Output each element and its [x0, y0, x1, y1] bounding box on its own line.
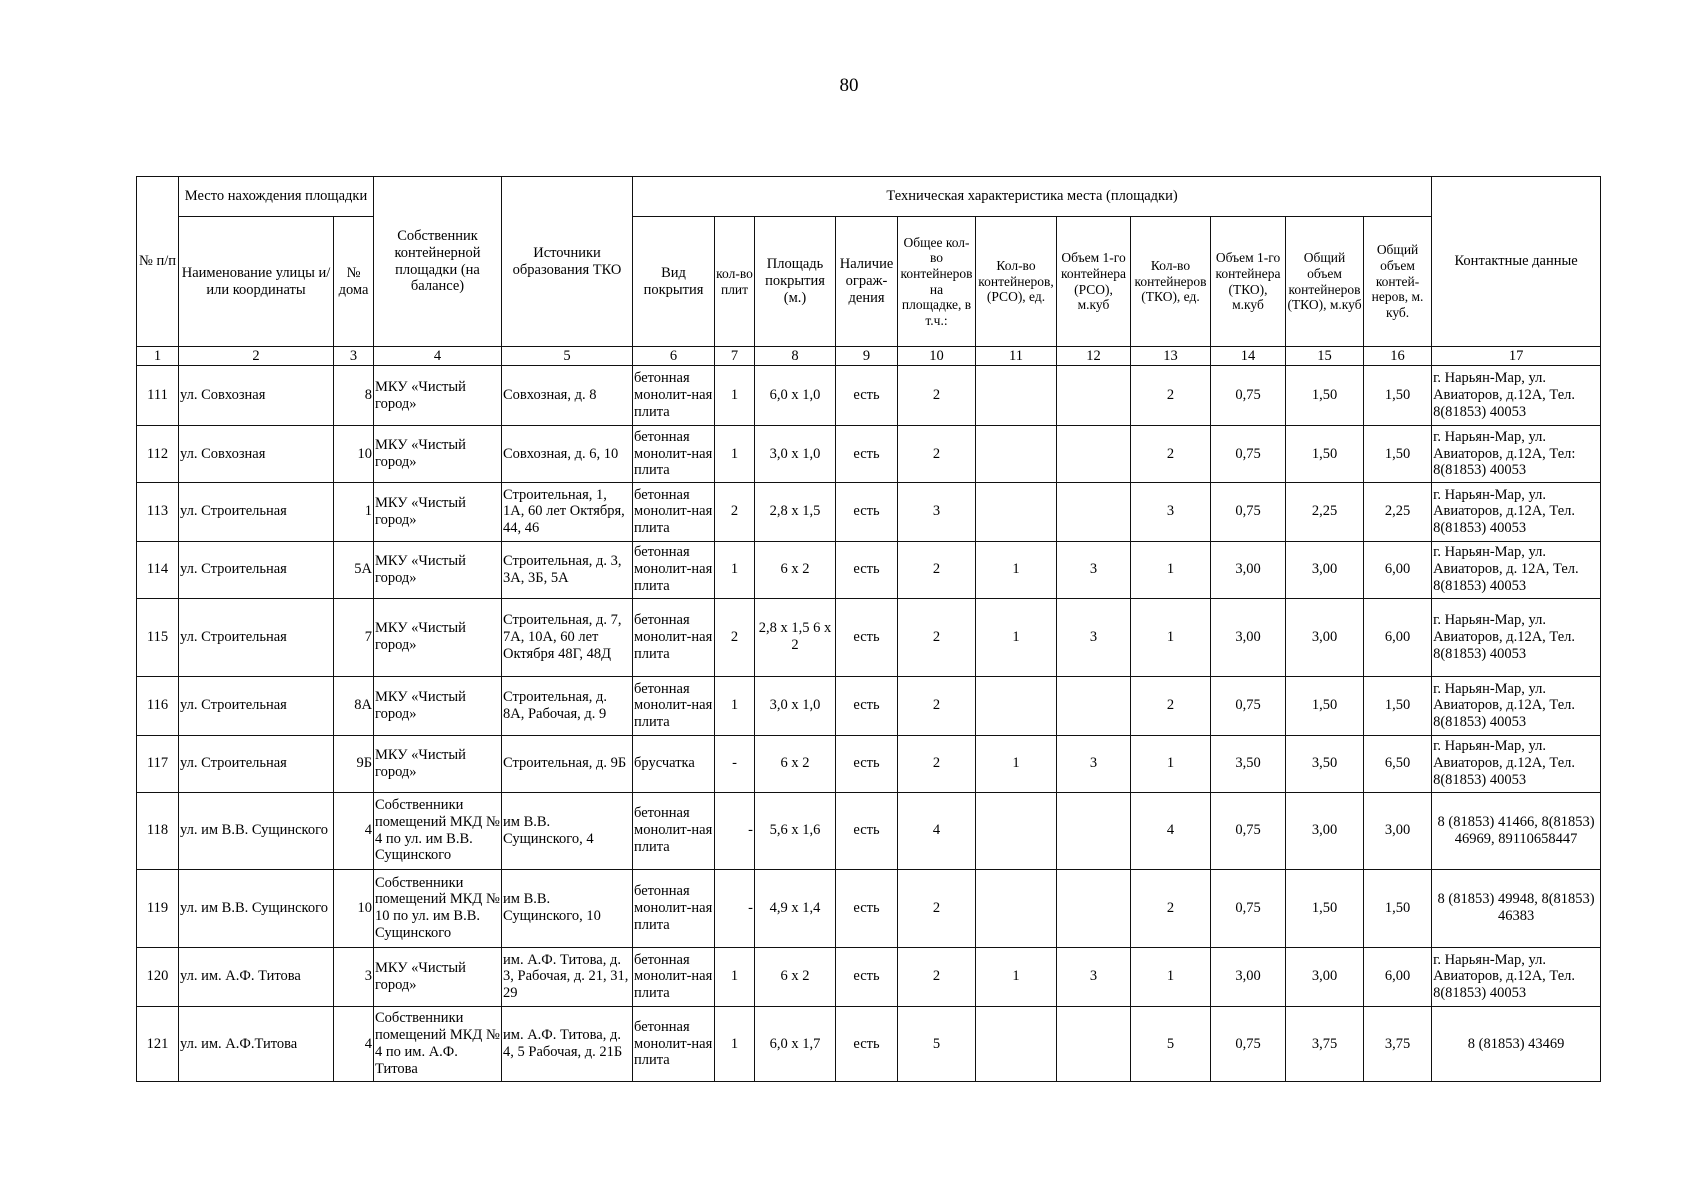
fence: есть [836, 947, 898, 1006]
tko-count: 1 [1131, 735, 1211, 792]
fence: есть [836, 426, 898, 483]
tko-volume: 3,50 [1211, 735, 1286, 792]
tko-count: 1 [1131, 541, 1211, 598]
header-sources: Источники образования ТКО [502, 177, 633, 347]
total-containers: 2 [898, 366, 976, 426]
tko-count: 2 [1131, 426, 1211, 483]
column-number: 4 [374, 347, 502, 366]
header-street: Наименование улицы и/или координаты [179, 217, 334, 347]
table-row [137, 869, 1601, 947]
waste-sources: Строительная, д. 7, 7А, 10А, 60 лет Октября 48Г, 48Д [502, 598, 633, 676]
column-number: 8 [755, 347, 836, 366]
slab-count: 1 [715, 1006, 755, 1081]
table-row [137, 1006, 1601, 1081]
page-number: 80 [839, 75, 859, 96]
tko-total-volume: 1,50 [1286, 426, 1364, 483]
slab-count: - [715, 792, 755, 869]
header-slabs: кол-во плит [715, 217, 755, 347]
rso-volume [1057, 426, 1131, 483]
street-name: ул. им. А.Ф.Титова [179, 1006, 334, 1081]
tko-total-volume: 3,00 [1286, 598, 1364, 676]
header-contacts: Контактные данные [1432, 177, 1601, 347]
total-volume: 6,00 [1364, 541, 1432, 598]
row-number: 121 [137, 1006, 179, 1081]
tko-total-volume: 3,50 [1286, 735, 1364, 792]
cover-area: 6 х 2 [755, 947, 836, 1006]
rso-volume [1057, 1006, 1131, 1081]
column-number-row [137, 347, 1601, 366]
fence: есть [836, 366, 898, 426]
owner: МКУ «Чистый город» [374, 482, 502, 541]
table-row [137, 735, 1601, 792]
slab-count: 1 [715, 366, 755, 426]
slab-count: 1 [715, 541, 755, 598]
column-number: 12 [1057, 347, 1131, 366]
contacts: г. Нарьян-Мар, ул. Авиаторов, д.12А, Тел. 8(81853) 40053 [1432, 366, 1601, 426]
fence: есть [836, 598, 898, 676]
total-containers: 3 [898, 482, 976, 541]
cover-type: брусчатка [633, 735, 715, 792]
table-body [137, 366, 1601, 1082]
table-row [137, 482, 1601, 541]
fence: есть [836, 792, 898, 869]
row-number: 112 [137, 426, 179, 483]
house-number: 8 [334, 366, 374, 426]
table-row [137, 366, 1601, 426]
waste-sources: Совхозная, д. 8 [502, 366, 633, 426]
total-containers: 4 [898, 792, 976, 869]
rso-count [976, 792, 1057, 869]
house-number: 10 [334, 426, 374, 483]
contacts: г. Нарьян-Мар, ул. Авиаторов, д. 12А, Тел. 8(81853) 40053 [1432, 541, 1601, 598]
total-volume: 6,50 [1364, 735, 1432, 792]
column-number: 7 [715, 347, 755, 366]
cover-area: 6,0 х 1,0 [755, 366, 836, 426]
total-containers: 2 [898, 869, 976, 947]
tko-total-volume: 1,50 [1286, 366, 1364, 426]
street-name: ул. Совхозная [179, 426, 334, 483]
rso-count [976, 869, 1057, 947]
owner: Собственники помещений МКД № 10 по ул. им В.В. Сущинского [374, 869, 502, 947]
fence: есть [836, 676, 898, 735]
total-volume: 2,25 [1364, 482, 1432, 541]
street-name: ул. им В.В. Сущинского [179, 869, 334, 947]
house-number: 5А [334, 541, 374, 598]
total-containers: 2 [898, 947, 976, 1006]
column-number: 5 [502, 347, 633, 366]
header-total-containers: Общее кол-во контейнеров на площадке, в т.ч.: [898, 217, 976, 347]
waste-sources: Строительная, 1, 1А, 60 лет Октября, 44, 46 [502, 482, 633, 541]
contacts: 8 (81853) 41466, 8(81853) 46969, 89110658447 [1432, 792, 1601, 869]
owner: МКУ «Чистый город» [374, 366, 502, 426]
slab-count: 2 [715, 482, 755, 541]
column-number: 6 [633, 347, 715, 366]
total-containers: 5 [898, 1006, 976, 1081]
rso-count: 1 [976, 947, 1057, 1006]
header-total-volume: Общий объем контей-неров, м. куб. [1364, 217, 1432, 347]
waste-sources: им. А.Ф. Титова, д. 4, 5 Рабочая, д. 21Б [502, 1006, 633, 1081]
waste-sources: Строительная, д. 3, 3А, 3Б, 5А [502, 541, 633, 598]
house-number: 10 [334, 869, 374, 947]
owner: МКУ «Чистый город» [374, 947, 502, 1006]
contacts: 8 (81853) 43469 [1432, 1006, 1601, 1081]
owner: МКУ «Чистый город» [374, 735, 502, 792]
header-tech-group: Техническая характеристика места (площадки) [633, 177, 1432, 217]
rso-volume: 3 [1057, 598, 1131, 676]
header-rso-count: Кол-во контейнеров, (РСО), ед. [976, 217, 1057, 347]
tko-volume: 3,00 [1211, 541, 1286, 598]
row-number: 113 [137, 482, 179, 541]
tko-count: 4 [1131, 792, 1211, 869]
cover-area: 3,0 х 1,0 [755, 676, 836, 735]
waste-sources: Строительная, д. 8А, Рабочая, д. 9 [502, 676, 633, 735]
house-number: 4 [334, 1006, 374, 1081]
street-name: ул. им. А.Ф. Титова [179, 947, 334, 1006]
cover-type: бетонная монолит-ная плита [633, 947, 715, 1006]
total-volume: 1,50 [1364, 869, 1432, 947]
rso-count [976, 426, 1057, 483]
tko-total-volume: 3,00 [1286, 947, 1364, 1006]
rso-volume [1057, 792, 1131, 869]
cover-area: 2,8 х 1,5 6 х 2 [755, 598, 836, 676]
contacts: г. Нарьян-Мар, ул. Авиаторов, д.12А, Тел: 8(81853) 40053 [1432, 426, 1601, 483]
tko-count: 1 [1131, 598, 1211, 676]
rso-count [976, 676, 1057, 735]
tko-volume: 0,75 [1211, 366, 1286, 426]
slab-count: - [715, 869, 755, 947]
slab-count: 1 [715, 947, 755, 1006]
total-containers: 2 [898, 598, 976, 676]
street-name: ул. Строительная [179, 541, 334, 598]
tko-count: 2 [1131, 869, 1211, 947]
rso-volume [1057, 676, 1131, 735]
header-fence: Наличие ограж-дения [836, 217, 898, 347]
column-number: 11 [976, 347, 1057, 366]
fence: есть [836, 541, 898, 598]
row-number: 114 [137, 541, 179, 598]
house-number: 8А [334, 676, 374, 735]
tko-volume: 3,00 [1211, 947, 1286, 1006]
cover-area: 6 х 2 [755, 541, 836, 598]
rso-volume [1057, 482, 1131, 541]
table-row [137, 792, 1601, 869]
total-volume: 1,50 [1364, 426, 1432, 483]
cover-type: бетонная монолит-ная плита [633, 598, 715, 676]
total-volume: 3,00 [1364, 792, 1432, 869]
house-number: 7 [334, 598, 374, 676]
slab-count: 1 [715, 426, 755, 483]
tko-total-volume: 3,00 [1286, 541, 1364, 598]
owner: МКУ «Чистый город» [374, 598, 502, 676]
column-number: 14 [1211, 347, 1286, 366]
tko-volume: 0,75 [1211, 1006, 1286, 1081]
rso-count [976, 1006, 1057, 1081]
fence: есть [836, 482, 898, 541]
row-number: 120 [137, 947, 179, 1006]
header-house: № дома [334, 217, 374, 347]
waste-sources: им В.В. Сущинского, 10 [502, 869, 633, 947]
cover-type: бетонная монолит-ная плита [633, 869, 715, 947]
tko-total-volume: 3,00 [1286, 792, 1364, 869]
slab-count: 1 [715, 676, 755, 735]
tko-volume: 0,75 [1211, 426, 1286, 483]
header-tko-total-volume: Общий объем контейнеров (ТКО), м.куб [1286, 217, 1364, 347]
rso-count [976, 482, 1057, 541]
fence: есть [836, 1006, 898, 1081]
tko-volume: 0,75 [1211, 869, 1286, 947]
contacts: г. Нарьян-Мар, ул. Авиаторов, д.12А, Тел. 8(81853) 40053 [1432, 947, 1601, 1006]
tko-total-volume: 1,50 [1286, 676, 1364, 735]
cover-area: 6 х 2 [755, 735, 836, 792]
tko-volume: 0,75 [1211, 676, 1286, 735]
street-name: ул. Строительная [179, 676, 334, 735]
total-volume: 1,50 [1364, 366, 1432, 426]
rso-volume: 3 [1057, 541, 1131, 598]
total-volume: 3,75 [1364, 1006, 1432, 1081]
house-number: 9Б [334, 735, 374, 792]
column-number: 1 [137, 347, 179, 366]
cover-type: бетонная монолит-ная плита [633, 792, 715, 869]
contacts: г. Нарьян-Мар, ул. Авиаторов, д.12А, Тел. 8(81853) 40053 [1432, 676, 1601, 735]
street-name: ул. Совхозная [179, 366, 334, 426]
owner: МКУ «Чистый город» [374, 541, 502, 598]
waste-sources: им В.В. Сущинского, 4 [502, 792, 633, 869]
row-number: 116 [137, 676, 179, 735]
container-sites-table [136, 176, 1601, 1082]
contacts: г. Нарьян-Мар, ул. Авиаторов, д.12А, Тел. 8(81853) 40053 [1432, 598, 1601, 676]
column-number: 2 [179, 347, 334, 366]
column-number: 10 [898, 347, 976, 366]
cover-type: бетонная монолит-ная плита [633, 541, 715, 598]
header-rso-volume: Объем 1-го контейнера (РСО), м.куб [1057, 217, 1131, 347]
total-volume: 6,00 [1364, 947, 1432, 1006]
street-name: ул. им В.В. Сущинского [179, 792, 334, 869]
tko-total-volume: 3,75 [1286, 1006, 1364, 1081]
house-number: 4 [334, 792, 374, 869]
waste-sources: им. А.Ф. Титова, д. 3, Рабочая, д. 21, 31, 29 [502, 947, 633, 1006]
header-no: № п/п [137, 177, 179, 347]
column-number: 15 [1286, 347, 1364, 366]
tko-volume: 0,75 [1211, 482, 1286, 541]
table-row [137, 541, 1601, 598]
cover-area: 5,6 х 1,6 [755, 792, 836, 869]
total-containers: 2 [898, 541, 976, 598]
contacts: г. Нарьян-Мар, ул. Авиаторов, д.12А, Тел. 8(81853) 40053 [1432, 735, 1601, 792]
owner: МКУ «Чистый город» [374, 426, 502, 483]
rso-volume [1057, 366, 1131, 426]
total-containers: 2 [898, 735, 976, 792]
row-number: 115 [137, 598, 179, 676]
header-tko-volume: Объем 1-го контейнера (ТКО), м.куб [1211, 217, 1286, 347]
header-location-group: Место нахождения площадки [179, 177, 374, 217]
row-number: 117 [137, 735, 179, 792]
rso-count: 1 [976, 541, 1057, 598]
owner: МКУ «Чистый город» [374, 676, 502, 735]
contacts: 8 (81853) 49948, 8(81853) 46383 [1432, 869, 1601, 947]
cover-type: бетонная монолит-ная плита [633, 426, 715, 483]
table-row [137, 947, 1601, 1006]
cover-type: бетонная монолит-ная плита [633, 366, 715, 426]
cover-area: 2,8 х 1,5 [755, 482, 836, 541]
row-number: 111 [137, 366, 179, 426]
tko-count: 2 [1131, 366, 1211, 426]
header-owner: Собственник контейнерной площадки (на балансе) [374, 177, 502, 347]
tko-count: 3 [1131, 482, 1211, 541]
owner: Собственники помещений МКД № 4 по им. А.Ф. Титова [374, 1006, 502, 1081]
cover-area: 4,9 х 1,4 [755, 869, 836, 947]
rso-count: 1 [976, 598, 1057, 676]
column-number: 13 [1131, 347, 1211, 366]
house-number: 3 [334, 947, 374, 1006]
table-row [137, 676, 1601, 735]
fence: есть [836, 735, 898, 792]
street-name: ул. Строительная [179, 598, 334, 676]
rso-volume [1057, 869, 1131, 947]
total-volume: 1,50 [1364, 676, 1432, 735]
header-cover-type: Вид покрытия [633, 217, 715, 347]
row-number: 119 [137, 869, 179, 947]
owner: Собственники помещений МКД № 4 по ул. им В.В. Сущинского [374, 792, 502, 869]
rso-volume: 3 [1057, 735, 1131, 792]
rso-count: 1 [976, 735, 1057, 792]
rso-count [976, 366, 1057, 426]
tko-count: 2 [1131, 676, 1211, 735]
cover-area: 3,0 х 1,0 [755, 426, 836, 483]
table-row [137, 598, 1601, 676]
header-area: Площадь покрытия (м.) [755, 217, 836, 347]
cover-area: 6,0 х 1,7 [755, 1006, 836, 1081]
street-name: ул. Строительная [179, 482, 334, 541]
contacts: г. Нарьян-Мар, ул. Авиаторов, д.12А, Тел. 8(81853) 40053 [1432, 482, 1601, 541]
column-number: 9 [836, 347, 898, 366]
total-containers: 2 [898, 426, 976, 483]
total-containers: 2 [898, 676, 976, 735]
house-number: 1 [334, 482, 374, 541]
cover-type: бетонная монолит-ная плита [633, 482, 715, 541]
waste-sources: Строительная, д. 9Б [502, 735, 633, 792]
waste-sources: Совхозная, д. 6, 10 [502, 426, 633, 483]
row-number: 118 [137, 792, 179, 869]
total-volume: 6,00 [1364, 598, 1432, 676]
column-number: 16 [1364, 347, 1432, 366]
slab-count: 2 [715, 598, 755, 676]
tko-volume: 3,00 [1211, 598, 1286, 676]
rso-volume: 3 [1057, 947, 1131, 1006]
tko-total-volume: 1,50 [1286, 869, 1364, 947]
table-row [137, 426, 1601, 483]
slab-count: - [715, 735, 755, 792]
column-number: 17 [1432, 347, 1601, 366]
header-tko-count: Кол-во контейнеров (ТКО), ед. [1131, 217, 1211, 347]
tko-total-volume: 2,25 [1286, 482, 1364, 541]
cover-type: бетонная монолит-ная плита [633, 1006, 715, 1081]
tko-count: 1 [1131, 947, 1211, 1006]
tko-count: 5 [1131, 1006, 1211, 1081]
cover-type: бетонная монолит-ная плита [633, 676, 715, 735]
street-name: ул. Строительная [179, 735, 334, 792]
tko-volume: 0,75 [1211, 792, 1286, 869]
fence: есть [836, 869, 898, 947]
column-number: 3 [334, 347, 374, 366]
